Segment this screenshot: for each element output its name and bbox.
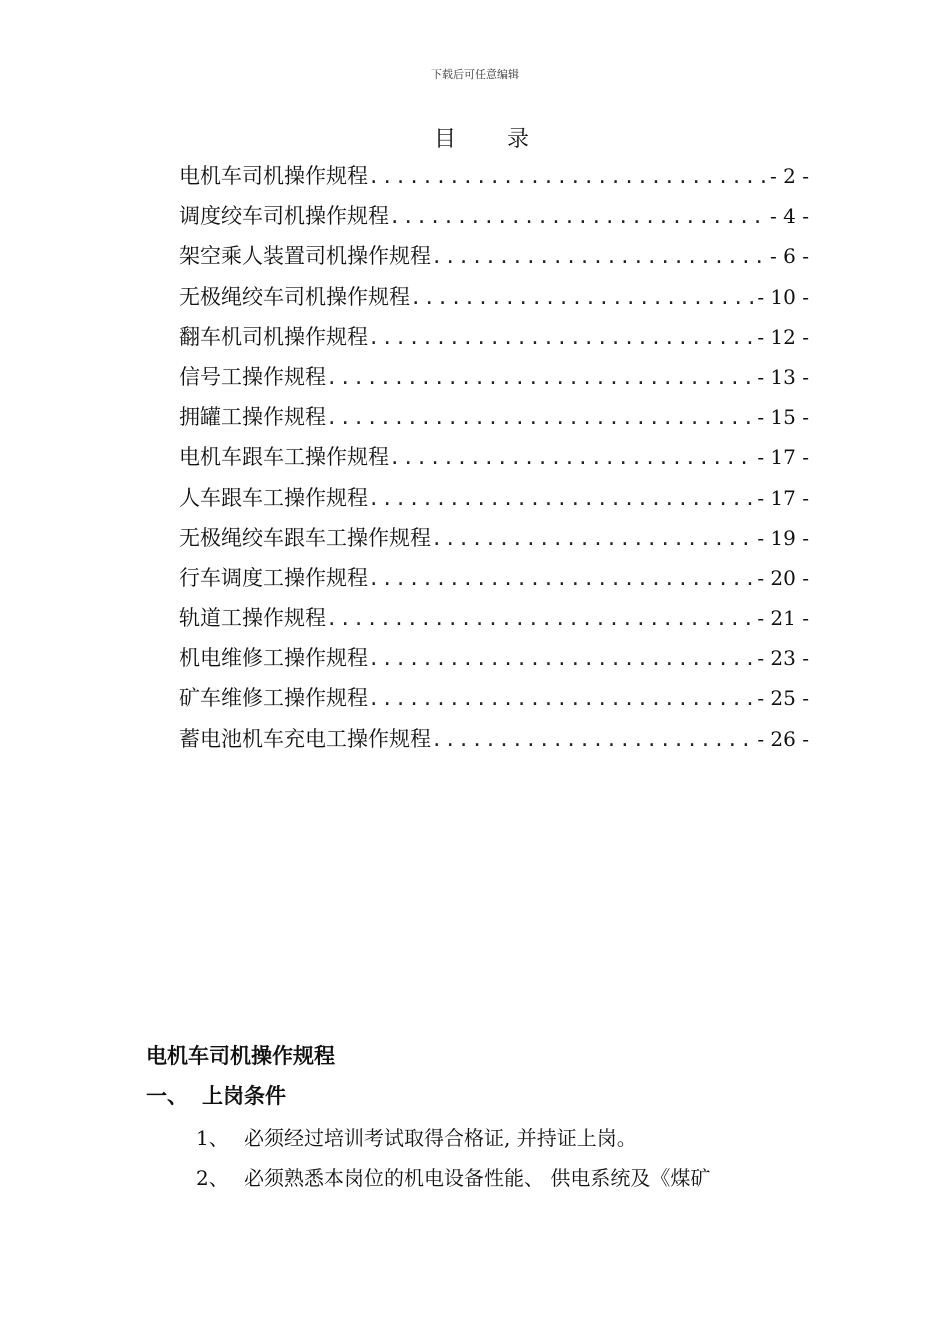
toc-entry-title: 矿车维修工操作规程 xyxy=(179,686,368,711)
toc-entry-page: - 15 - xyxy=(757,405,809,430)
toc-leader-dots xyxy=(368,488,753,510)
toc-entry-title: 无极绳绞车司机操作规程 xyxy=(179,284,410,309)
toc-entry-page: - 19 - xyxy=(757,525,809,550)
toc-entry-title: 无极绳绞车跟车工操作规程 xyxy=(179,525,431,550)
clause-text: 必须熟悉本岗位的机电设备性能、 供电系统及《煤矿 xyxy=(244,1166,711,1190)
subsection-number: 一、 xyxy=(146,1084,188,1108)
toc-entry-page: - 26 - xyxy=(757,726,809,751)
toc-entry-title: 架空乘人装置司机操作规程 xyxy=(179,244,431,269)
subsection-heading xyxy=(146,1080,286,1110)
toc-leader-dots xyxy=(368,327,753,349)
subsection-title: 上岗条件 xyxy=(202,1084,286,1108)
toc-entry[interactable] xyxy=(179,401,809,441)
toc-leader-dots xyxy=(368,166,766,188)
toc-entry-title: 拥罐工操作规程 xyxy=(179,405,326,430)
toc-entry-page: - 12 - xyxy=(757,324,809,349)
toc-entry-title: 信号工操作规程 xyxy=(179,364,326,389)
toc-entry-page: - 25 - xyxy=(757,686,809,711)
toc-entry-title: 机电维修工操作规程 xyxy=(179,646,368,671)
toc-leader-dots xyxy=(326,407,753,429)
toc-entry-page: - 20 - xyxy=(757,565,809,590)
toc-leader-dots xyxy=(368,688,753,710)
toc-entry[interactable] xyxy=(179,321,809,361)
toc-entry-page: - 23 - xyxy=(757,646,809,671)
toc-entry-title: 人车跟车工操作规程 xyxy=(179,485,368,510)
toc-leader-dots xyxy=(410,287,753,309)
toc-entry[interactable] xyxy=(179,522,809,562)
toc-leader-dots xyxy=(431,246,766,268)
toc-leader-dots xyxy=(368,648,753,670)
toc-entry-title: 电机车司机操作规程 xyxy=(179,164,368,188)
toc-entry-page: - 10 - xyxy=(757,284,809,309)
toc-entry-title: 蓄电池机车充电工操作规程 xyxy=(179,726,431,751)
toc-entry[interactable] xyxy=(179,723,809,763)
toc-entry-title: 调度绞车司机操作规程 xyxy=(179,204,389,229)
toc-entry-page: - 21 - xyxy=(757,606,809,631)
toc-entry-page: - 13 - xyxy=(757,364,809,389)
toc-leader-dots xyxy=(326,608,753,630)
toc-entry-page: - 4 - xyxy=(770,204,809,229)
toc-entry-page: - 2 - xyxy=(770,164,809,188)
toc-entry[interactable] xyxy=(179,160,809,200)
clause-item xyxy=(196,1122,637,1151)
toc-entry[interactable] xyxy=(179,562,809,602)
toc-entry[interactable] xyxy=(179,200,809,240)
toc-entry[interactable] xyxy=(179,482,809,522)
section-title: 电机车司机操作规程 xyxy=(146,1044,335,1068)
clause-item xyxy=(196,1162,710,1191)
toc-entry[interactable] xyxy=(179,682,809,722)
toc-title: 目 录 xyxy=(434,127,551,152)
page-header-note: 下载后可任意编辑 xyxy=(431,68,519,81)
toc-entry-title: 翻车机司机操作规程 xyxy=(179,324,368,349)
clause-text: 必须经过培训考试取得合格证, 并持证上岗。 xyxy=(244,1126,637,1150)
toc-entry-page: - 17 - xyxy=(757,485,809,510)
toc-entry[interactable] xyxy=(179,281,809,321)
toc-entry[interactable] xyxy=(179,642,809,682)
toc-entry[interactable] xyxy=(179,441,809,481)
toc-leader-dots xyxy=(368,568,753,590)
toc-entry-page: - 6 - xyxy=(770,244,809,269)
toc-entry[interactable] xyxy=(179,361,809,401)
toc-entry-title: 行车调度工操作规程 xyxy=(179,565,368,590)
clause-number: 2、 xyxy=(196,1166,229,1190)
toc-entry-title: 电机车跟车工操作规程 xyxy=(179,445,389,470)
toc-entry[interactable] xyxy=(179,602,809,642)
toc-leader-dots xyxy=(389,206,766,228)
toc-entry[interactable] xyxy=(179,240,809,280)
toc-leader-dots xyxy=(431,528,753,550)
table-of-contents xyxy=(179,160,809,763)
toc-entry-page: - 17 - xyxy=(757,445,809,470)
toc-leader-dots xyxy=(326,367,753,389)
toc-leader-dots xyxy=(431,729,753,751)
clause-number: 1、 xyxy=(196,1126,229,1150)
toc-leader-dots xyxy=(389,447,753,469)
toc-entry-title: 轨道工操作规程 xyxy=(179,606,326,631)
